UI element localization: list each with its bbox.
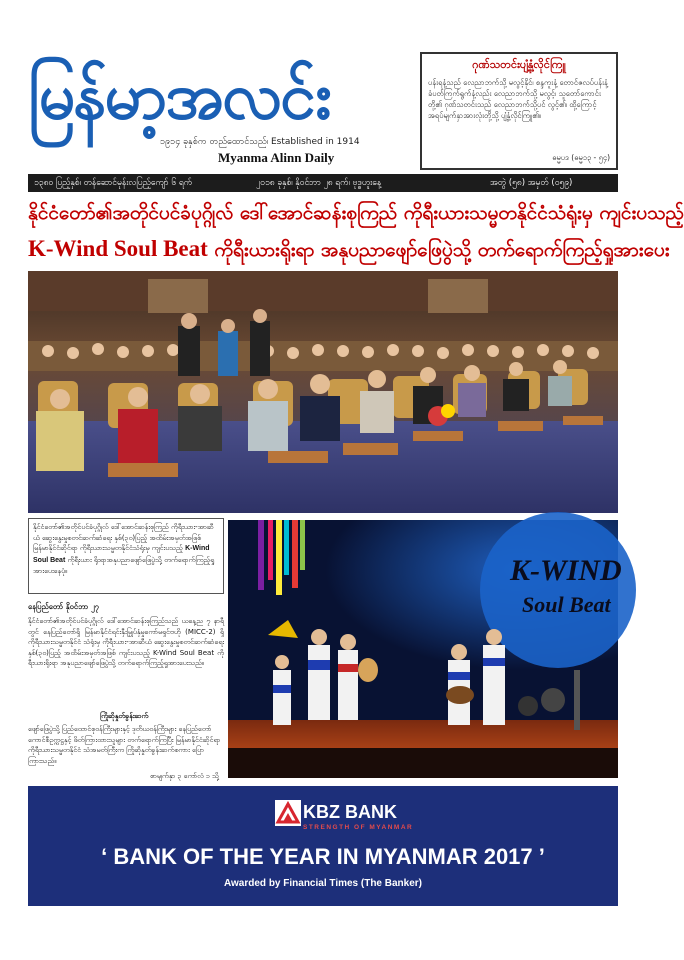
headline-event-name: K-Wind Soul Beat	[28, 236, 208, 261]
photo-caption	[28, 518, 224, 594]
masthead-title: မြန်မာ့အလင်း	[28, 60, 330, 134]
headline-line-1: နိုင်ငံတော်၏အတိုင်ပင်ခံပုဂ္ဂိုလ် ဒေါ်အောင်ဆန်းစုကြည် ကိုရီးယားသမ္မတနိုင်ငံသံရုံးမှ ကျင်းပသည့်	[28, 202, 684, 224]
ad-headline: ‘ BANK OF THE YEAR IN MYANMAR 2017 ’	[101, 844, 545, 869]
quote-source: ဓမ္မပဒ (ဓမ္မ၁၃ - ၅၄)	[552, 153, 610, 162]
stage-performance-photo	[228, 520, 622, 778]
headline-line-2-text: ကိုရီးယားရိုးရာ အနုပညာဖျော်ဖြေပွဲသို့ တက်ရောက်ကြည့်ရှုအားပေး	[207, 239, 670, 261]
masthead-english-name: Myanma Alinn Daily	[218, 150, 335, 165]
date-bar-lunar-date: ၁၃၈၀ ပြည့်နှစ်၊ တန်ဆောင်မုန်းလပြည့်ကျော် ၆ ရက်	[34, 178, 193, 188]
audience-photo	[28, 271, 618, 513]
stage-banner-subtitle: Soul Beat	[522, 592, 611, 617]
photo-caption-event-name: K-Wind Soul Beat	[33, 545, 210, 564]
date-bar	[28, 174, 618, 192]
date-bar-gregorian-date: ၂၀၁၈ ခုနှစ်၊ နိုဝင်ဘာ ၂၈ ရက်၊ ဗုဒ္ဓဟူးနေ့	[256, 178, 382, 188]
photo-caption-text: နိုင်ငံတော်၏အတိုင်ပင်ခံပုဂ္ဂိုလ် ဒေါ်အောင်ဆန်းစုကြည် ကိုရီးယား-အာဆီယံ ဆွေးနွေးမှုစတင်ဆက်ဆံရေး နှစ်(၃၀)ပြည့် အထိမ်းအမှတ်အဖြစ် မြန်မာနိုင်ငံဆိုင်ရာ ကိုရီးယားသမ္မတနိုင်ငံသံရုံးမှ ကျင်းပသည့်	[33, 523, 214, 552]
article-paragraph-1: နိုင်ငံတော်၏အတိုင်ပင်ခံပုဂ္ဂိုလ် ဒေါ်အောင်ဆန်းစုကြည်သည် ယနေ့ည ၇ နာရီတွင် နေပြည်တော်ရှိ မြန်မာနိုင်ငံရင်းနှီးမြှုပ်နှံမှုကော်မရှင်ဗဟို (MICC-2) ရှိ ကိုရီးယားသမ္မတနိုင်ငံ သံရုံးမှ ကိုရီးယား-အာဆီယံ ဆွေးနွေးမှုစတင်ဆက်ဆံရေး နှစ်(၃၀)ပြည့် အထိမ်းအမှတ်အဖြစ် ကျင်းပသည့် K-Wind Soul Beat ကိုရီးယားရိုးရာ အနုပညာဖျော်ဖြေပွဲသို့ တက်ရောက်ကြည့်ရှုအားပေးသည်။	[28, 617, 224, 667]
audience-photo-illustration	[28, 271, 618, 513]
ad-bank-name: KBZ BANK	[303, 802, 397, 822]
photo-caption-text-end: ကိုရီးယား ရိုးရာအနုပညာဖျော်ဖြေပွဲသို့ တက်ရောက်ကြည့်ရှုအားပေးနေပုံ။	[33, 555, 215, 575]
article-paragraph-2: ဖျော်ဖြေပွဲသို့ ပြည်ထောင်စုဝန်ကြီးများနှင့် ဒုတိယဝန်ကြီးများ နေပြည်တော်ကောင်စီဥက္ကဋ္ဌနှင့် ဖိတ်ကြားထားသူများ တက်ရောက်ကြပြီး မြန်မာနိုင်ငံဆိုင်ရာ ကိုရီးယားသမ္မတနိုင်ငံ သံအမတ်ကြီးက ကြိုဆိုနှုတ်ခွန်းဆက်စကား ပြောကြားသည်။	[28, 725, 221, 765]
stage-banner-title: K-WIND	[510, 554, 622, 587]
article-dateline: နေပြည်တော် နိုဝင်ဘာ ၂၇	[28, 602, 99, 611]
quote-box	[420, 52, 618, 170]
quote-title: ဂုဏ်သတင်းပျံ့နှံ့လိုင်ကြူ	[472, 58, 566, 71]
kbz-bank-advertisement	[28, 786, 618, 906]
masthead-founded-note: ၁၉၁၄ ခုနှစ်က တည်ထောင်သည်၊ Established in 1914	[160, 137, 360, 147]
article-continued-note: စာမျက်နှာ ၃ ကော်လံ ၁ သို့	[150, 772, 219, 780]
article-subheading: ကြိုဆိုနှုတ်ခွန်းဆက်	[100, 712, 149, 720]
date-bar-issue-number: အတွဲ (၅၈) အမှတ် (၀၅၉)	[490, 178, 573, 188]
quote-text: ပန်းရနံ့သည် လေညာဘက်သို့ မလွင့်နိုင်၊ စန္ဒကူးနံ့ တောင်ဇလပ်ပန်းနံ့ ခံပတ်ကြက်ရွက်နံ့လည်း လေညာဘက်သို့ မလွင့်၊ သူတော်ကောင်းတို့၏ ဂုဏ်သတင်းသည် လေညာဘက်သို့ပင် လွင့်၏၊ ထို့ကြောင့် အရပ်မျက်နှာအားလုံးတို့သို့ ပျံ့နှံ့လိုင်ကြူ၏။	[428, 78, 608, 120]
ad-subline: Awarded by Financial Times (The Banker)	[223, 878, 423, 889]
headline-line-2	[28, 232, 670, 266]
stage-photo-illustration	[228, 520, 622, 778]
kbz-logo-icon	[275, 800, 301, 826]
ad-tagline: STRENGTH OF MYANMAR	[303, 824, 414, 831]
